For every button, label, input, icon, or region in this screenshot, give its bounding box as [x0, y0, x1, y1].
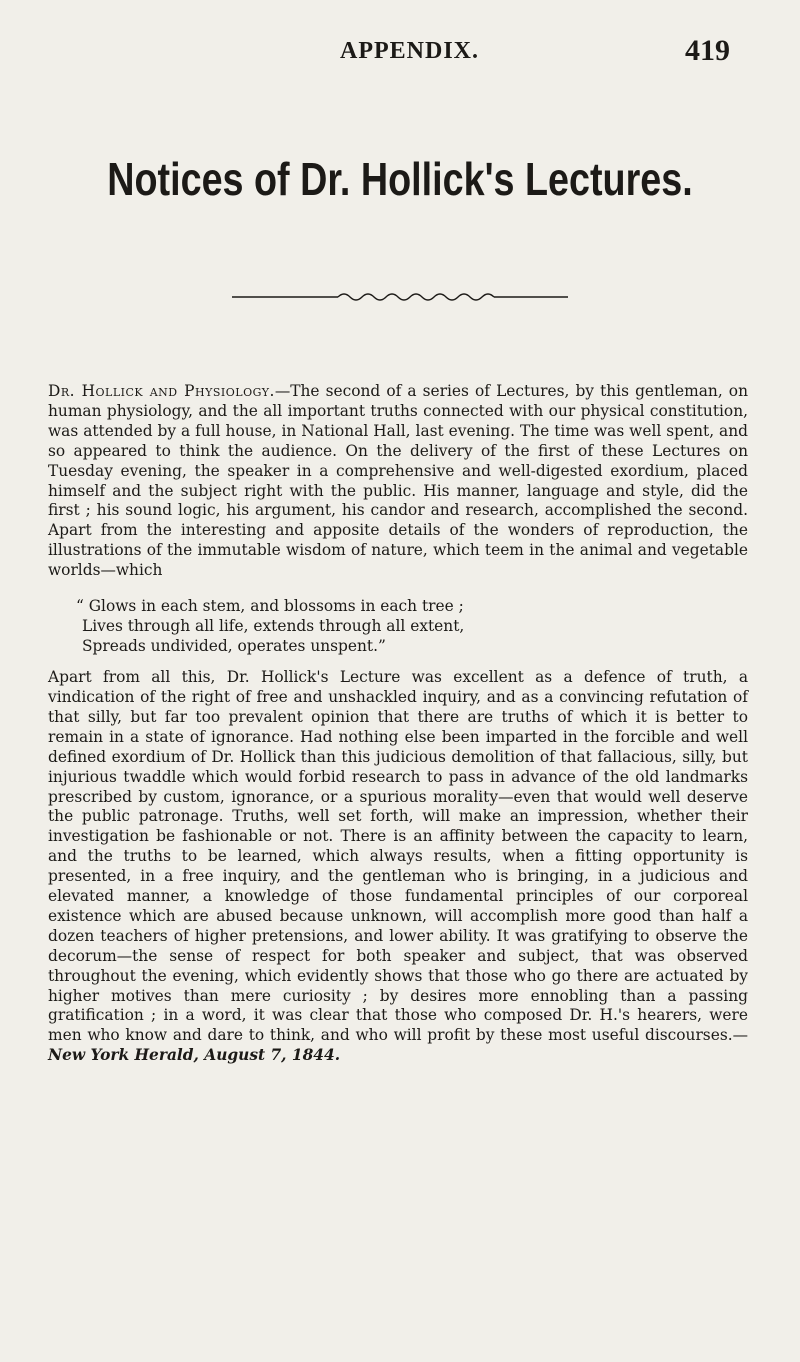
paragraph-2 — [48, 668, 748, 1066]
page-number: 419 — [685, 34, 730, 67]
verse-quote — [76, 596, 748, 656]
article-body — [48, 382, 748, 1066]
article-lead: Dr. Hollick and Physiology. — [48, 382, 275, 400]
paragraph-1-text: —The second of a series of Lectures, by this gentleman, on human physiology, and the all important truths connected with our physical constitution, was attended by a full house, in National Hall, last evening. The time was well spent, and so appeared to think the audience. On the delivery of the first of these Lectures on Tuesday evening, the speaker in a comprehensive and well-digested exordium, placed himself and the subject right with the public. His manner, language and style, did the first ; his sound logic, his argument, his candor and research, accomplished the second. Apart from the interesting and apposite details of the wonders of reproduction, the illustrations of the immutable wisdom of nature, which teem in the animal and vegetable worlds—which — [48, 382, 748, 580]
verse-line: Spreads undivided, operates unspent.” — [82, 637, 386, 656]
page-title: Notices of Dr. Hollick's Lectures. — [107, 153, 693, 205]
paragraph-2-text: Apart from all this, Dr. Hollick's Lecture was excellent as a defence of truth, a vindication of the right of free and unshackled inquiry, and as a convincing refutation of that silly, but far too prevalent opinion that there are truths of which it is better to remain in a state of ignorance. Had nothing else been imparted in the forcible and well defined exordium of Dr. Hollick than this judicious demolition of that fallacious, silly, but injurious twaddle which would forbid research to pass in advance of the old landmarks prescribed by custom, ignorance, or a spurious morality—even that would well deserve the public patronage. Truths, well set forth, will make an impression, whether their investigation be fashionable or not. There is an affinity between the capacity to learn, and the truths to be learned, which always results, when a fitting opportunity is presented, in a free inquiry, and the gentleman who is bringing, in a judicious and elevated manner, a knowledge of those fundamental principles of our corporeal existence which are abused because unknown, will accomplish more good than half a dozen teachers of higher pretensions, and lower ability. It was gratifying to observe the decorum—the sense of respect for both speaker and subject, that was observed throughout the evening, which evidently shows that those who go there are actuated by higher motives than mere curiosity ; by desires more ennobling than a passing gratification ; in a word, it was clear that those who composed Dr. H.'s hearers, were men who know and dare to think, and who will profit by these most useful discourses.— — [48, 668, 748, 1045]
running-title: APPENDIX. — [340, 38, 479, 64]
wavy-rule-ornament — [232, 290, 568, 304]
running-header — [0, 34, 800, 72]
paragraph-1 — [48, 382, 748, 581]
verse-line: Lives through all life, extends through all extent, — [82, 617, 465, 636]
source-citation: New York Herald, August 7, 1844. — [48, 1046, 341, 1065]
verse-line: “ Glows in each stem, and blossoms in each tree ; — [76, 597, 464, 616]
